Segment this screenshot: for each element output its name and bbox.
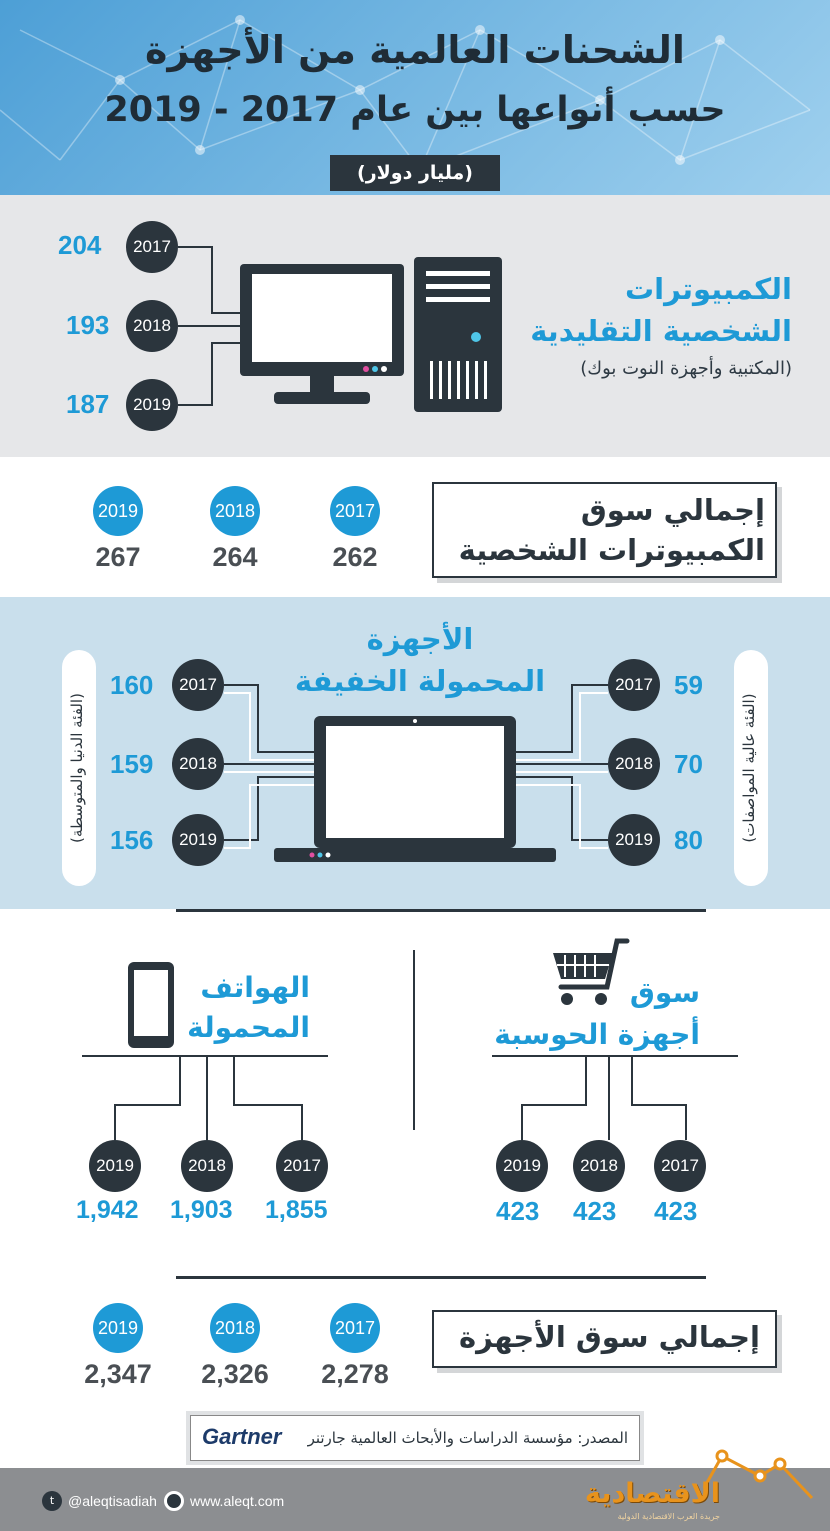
phones-year-2018: 2018 — [181, 1140, 233, 1192]
phones-title-line2: المحمولة — [187, 1011, 310, 1044]
pc-total-value-2019: 267 — [95, 542, 141, 572]
phones-year-2019: 2019 — [89, 1140, 141, 1192]
twitter-icon: t — [42, 1491, 62, 1511]
computing-value-2018: 423 — [573, 1196, 617, 1226]
pc-value-2019: 187 — [66, 389, 110, 419]
pc-total-year-2019: 2019 — [93, 486, 143, 536]
computing-connector-lines — [490, 1050, 740, 1145]
devices-value-2018: 2,326 — [201, 1359, 269, 1389]
pc-year-2017: 2017 — [126, 221, 178, 273]
laptop-icon — [272, 714, 558, 864]
phones-connector-lines — [80, 1050, 330, 1145]
high-year-2017: 2017 — [608, 659, 660, 711]
computing-title-line2: أجهزة الحوسبة — [494, 1018, 700, 1051]
computing-title — [490, 972, 700, 1056]
phone-icon — [126, 960, 176, 1050]
divider-top — [176, 909, 706, 912]
devices-total-title: إجمالي سوق الأجهزة — [459, 1320, 760, 1354]
pc-total-value-2018: 264 — [212, 542, 258, 572]
pc-subtitle: (المكتبية وأجهزة النوت بوك) — [580, 358, 792, 379]
computing-title-line1: سوق — [629, 976, 700, 1009]
low-value-2017: 160 — [110, 670, 154, 700]
high-year-2019: 2019 — [608, 814, 660, 866]
unit-badge: (مليار دولار) — [330, 155, 500, 191]
devices-year-2019: 2019 — [93, 1303, 143, 1353]
high-value-2019: 80 — [674, 825, 703, 855]
high-year-2018: 2018 — [608, 738, 660, 790]
pc-total-year-2017: 2017 — [330, 486, 380, 536]
pc-value-2017: 204 — [58, 230, 102, 260]
page-title: الشحنات العالمية من الأجهزة — [145, 28, 685, 72]
light-mobile-title-line2: المحمولة الخفيفة — [294, 664, 546, 698]
low-year-2019: 2019 — [172, 814, 224, 866]
computing-year-2018: 2018 — [573, 1140, 625, 1192]
light-mobile-title-line1: الأجهزة — [366, 622, 474, 656]
phones-value-2019: 1,942 — [76, 1196, 139, 1224]
pc-year-2019: 2019 — [126, 379, 178, 431]
high-tier-label: (الفئة عالية المواصفات) — [740, 693, 758, 843]
pc-value-2018: 193 — [66, 310, 110, 340]
twitter-handle[interactable]: @aleqtisadiah — [68, 1493, 157, 1509]
low-value-2018: 159 — [110, 749, 154, 779]
pc-title-line2: الشخصية التقليدية — [530, 314, 792, 348]
pc-total-value-2017: 262 — [332, 542, 378, 572]
desktop-monitor-icon — [238, 262, 408, 407]
page-subtitle: حسب أنواعها بين عام 2017 - 2019 — [104, 90, 726, 130]
website-link[interactable]: www.aleqt.com — [190, 1493, 285, 1509]
header — [0, 0, 830, 195]
pc-total-year-2018: 2018 — [210, 486, 260, 536]
pc-total-title-line1: إجمالي سوق — [580, 493, 765, 527]
pc-total-title-line2: الكمبيوترات الشخصية — [458, 533, 765, 567]
low-value-2019: 156 — [110, 825, 154, 855]
website-icon — [164, 1491, 184, 1511]
devices-value-2019: 2,347 — [84, 1359, 152, 1389]
low-year-2017: 2017 — [172, 659, 224, 711]
computing-value-2019: 423 — [496, 1196, 540, 1226]
devices-year-2017: 2017 — [330, 1303, 380, 1353]
brand-tagline: جريدة العرب الاقتصادية الدولية — [617, 1512, 720, 1521]
phones-year-2017: 2017 — [276, 1140, 328, 1192]
source-text: المصدر: مؤسسة الدراسات والأبحاث العالمية جارتنر — [307, 1429, 628, 1447]
phones-value-2018: 1,903 — [170, 1196, 233, 1224]
devices-value-2017: 2,278 — [321, 1359, 389, 1389]
high-value-2018: 70 — [674, 749, 703, 779]
pc-title — [520, 268, 792, 352]
high-value-2017: 59 — [674, 670, 703, 700]
pc-tower-icon — [414, 257, 502, 412]
phones-value-2017: 1,855 — [265, 1196, 328, 1224]
phones-title — [180, 968, 310, 1048]
computing-year-2019: 2019 — [496, 1140, 548, 1192]
devices-year-2018: 2018 — [210, 1303, 260, 1353]
low-year-2018: 2018 — [172, 738, 224, 790]
phones-title-line1: الهواتف — [200, 971, 310, 1004]
gartner-logo: Gartner — [202, 1424, 282, 1449]
low-tier-label: (الفئة الدنيا والمتوسطة) — [68, 693, 86, 843]
pc-title-line1: الكمبيوترات — [624, 272, 792, 306]
computing-value-2017: 423 — [654, 1196, 698, 1226]
pc-total-title — [440, 490, 765, 570]
divider-vertical — [413, 950, 415, 1130]
brand-logo: الاقتصادية — [584, 1478, 720, 1509]
computing-year-2017: 2017 — [654, 1140, 706, 1192]
divider-bottom — [176, 1276, 706, 1279]
pc-year-2018: 2018 — [126, 300, 178, 352]
